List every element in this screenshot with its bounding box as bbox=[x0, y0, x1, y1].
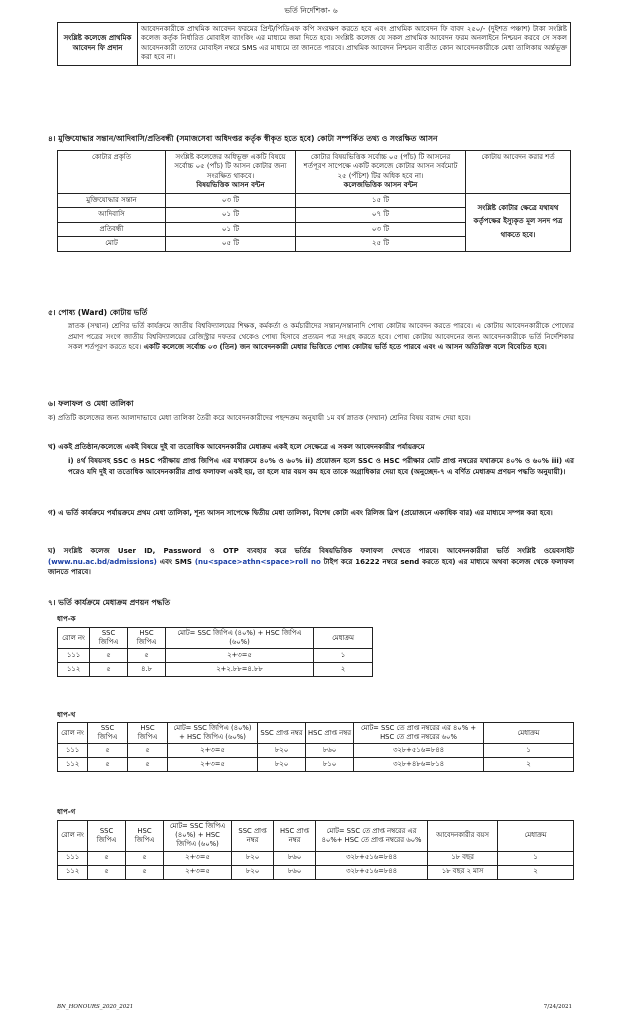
header-cell: SSC জিপিএ bbox=[88, 723, 128, 744]
section-6-title: ৬। ফলাফল ও মেধা তালিকা bbox=[48, 399, 134, 408]
fee-label: সংশ্লিষ্ট কলেজে প্রাথমিক আবেদন ফি প্রদান bbox=[58, 23, 138, 66]
table-cell: ৫ bbox=[128, 758, 168, 772]
table-cell: ২+৩=৫ bbox=[164, 865, 232, 879]
header-cell: মোট= SSC তে প্রাপ্ত নম্বরের এর ৪০% + HSC তে প্রাপ্ত নম্বরের ৬০% bbox=[354, 723, 484, 744]
step-c-label: ধাপ-গ bbox=[57, 808, 76, 816]
table-cell: ৮৬০ bbox=[274, 865, 316, 879]
section-4-title: ৪। মুক্তিযোদ্ধার সন্তান/আদিবাসি/প্রতিবন্ধী (সমাজসেবা অধিদপ্তর কর্তৃক স্বীকৃত হতে হবে) কোটা সম্পর্কিত তথ্য ও সংরক্ষিত আসন bbox=[48, 134, 438, 143]
section-5-paragraph bbox=[68, 321, 574, 353]
table-cell: ৫ bbox=[90, 649, 128, 663]
table-cell: ১১২ bbox=[58, 865, 88, 879]
section-7-title: ৭। ভর্তি কার্যক্রমে মেধাক্রম প্রণয়ন পদ্ধতি bbox=[48, 598, 171, 607]
header-cell: আবেদনকারীর বয়স bbox=[428, 821, 498, 852]
header-cell: SSC জিপিএ bbox=[90, 628, 128, 649]
table-cell: ৪.৮ bbox=[128, 663, 166, 677]
section-6-b-intro: খ) একই প্রতিষ্ঠান/কলেজে একই বিষয়ে দুই বা ততোধিক আবেদনকারীর মেধাক্রম একই হলে সেক্ষেত্রে এ সকল আবেদনকারীর পর্যায়ক্রমে bbox=[48, 443, 425, 451]
table-cell: ১১২ bbox=[58, 758, 88, 772]
table-cell: ৮১০ bbox=[306, 758, 354, 772]
header-cell: SSC জিপিএ bbox=[88, 821, 126, 852]
table-cell: ৮২০ bbox=[258, 744, 306, 758]
table-cell: ৫ bbox=[88, 851, 126, 865]
table-cell: ৮২০ bbox=[232, 865, 274, 879]
table-cell: ১১১ bbox=[58, 851, 88, 865]
table-cell: ১৮ বছর bbox=[428, 851, 498, 865]
table-cell: ২+৩=৫ bbox=[166, 649, 314, 663]
table-cell: ৮২০ bbox=[232, 851, 274, 865]
quota-header-subject-sub: বিষয়ভিত্তিক আসন বন্টন bbox=[196, 181, 265, 190]
quota-college-cell: ২৫ টি bbox=[296, 237, 466, 251]
section-6-b-detail: i) ৪র্থ বিষয়সহ SSC ও HSC পরীক্ষায় প্রাপ্ত জিপিএ এর যথাক্রমে ৪০% ও ৬০% ii) প্রয়োজন হলে SSC ও HSC পরীক্ষার মোট প্রাপ্ত নম্বরের যথাক্রমে ৪০% ও ৬০% iii) এর পরেও যদি দুই বা ততোধিক আবেদনকারীর প্রাপ্ত ফলাফল একই হয়, তা হলে যার বয়স কম হবে তাকে অগ্রাধিকার দেয়া হবে (অনুচ্ছেদ-৭ এ বর্ণিত মেধাক্রম প্রণয়ন পদ্ধতি অনুযায়ী)। bbox=[68, 457, 574, 476]
quota-type-cell: প্রতিবন্ধী bbox=[58, 222, 166, 236]
table-row bbox=[58, 851, 574, 865]
table-cell: ৩২৮+৫১৬=৮৪৪ bbox=[316, 851, 428, 865]
quota-college-cell: ০৩ টি bbox=[296, 222, 466, 236]
quota-college-cell: ১৫ টি bbox=[296, 193, 466, 207]
table-cell: ২ bbox=[314, 663, 373, 677]
table-cell: ৫ bbox=[126, 865, 164, 879]
table-row bbox=[58, 758, 574, 772]
header-cell: SSC প্রাপ্ত নম্বর bbox=[258, 723, 306, 744]
table-cell: ৩২৮+৫১৬=৮৪৪ bbox=[316, 865, 428, 879]
section-5-text-bold: একটি কলেজে সর্বোচ্চ ০৩ (তিন) জন আবেদনকারী মেধার ভিত্তিতে পোষ্য কোটায় ভর্তি হতে পারবে এবং এ আসন অতিরিক্ত বলে বিবেচিত হবে। bbox=[143, 343, 547, 351]
table-cell: ৫ bbox=[88, 758, 128, 772]
table-row bbox=[58, 628, 373, 649]
table-cell: ৫ bbox=[126, 851, 164, 865]
table-cell: ২+২.৮৮=৪.৮৮ bbox=[166, 663, 314, 677]
table-cell: ৫ bbox=[128, 649, 166, 663]
header-cell: মেধাক্রম bbox=[498, 821, 574, 852]
table-cell: ৮২০ bbox=[258, 758, 306, 772]
step-b-table bbox=[57, 722, 574, 772]
quota-header-subject-text: সংশ্লিষ্ট কলেজের অধিভূক্ত একটি বিষয়ে সর্বোচ্চ ০৫ (পাঁচ) টি আসন কোটার জন্য সংরক্ষিত থাকবে। bbox=[174, 153, 287, 180]
table-cell: ৫ bbox=[88, 744, 128, 758]
section-6-d-text3: টাইপ করে 16222 নম্বরে send করতে হবে) এর মাধ্যমে অথবা কলেজ থেকে ফলাফল জানতে পারবে। bbox=[48, 557, 574, 576]
table-cell: ১১২ bbox=[58, 663, 90, 677]
step-a-label: ধাপ-ক bbox=[57, 615, 76, 623]
header-cell: মোট= SSC জিপিএ (৪০%) + HSC জিপিএ (৬০%) bbox=[164, 821, 232, 852]
table-row bbox=[58, 663, 373, 677]
quota-type-cell: মোট bbox=[58, 237, 166, 251]
table-cell: ৮৬০ bbox=[306, 744, 354, 758]
table-row bbox=[58, 23, 571, 66]
admission-website-link[interactable]: (www.nu.ac.bd/admissions) bbox=[48, 557, 157, 566]
footer-date: 7/24/2021 bbox=[543, 1004, 572, 1010]
table-cell: ২+৩=৫ bbox=[168, 758, 258, 772]
section-6-c: গ) এ ভর্তি কার্যক্রমে পর্যায়ক্রমে প্রথম মেধা তালিকা, শূন্য আসন সাপেক্ষে দ্বিতীয় মেধা তালিকা, বিশেষ কোটা এবং রিলিজ স্লিপ (প্রয়োজনে একাধিক বার) এর মাধ্যমে সম্পন্ন করা হবে। bbox=[48, 509, 553, 517]
quota-header-subject bbox=[166, 151, 296, 194]
header-cell: HSC প্রাপ্ত নম্বর bbox=[274, 821, 316, 852]
header-cell: HSC জিপিএ bbox=[128, 723, 168, 744]
table-cell: ২ bbox=[484, 758, 574, 772]
table-cell: ১৮ বছর ২ মাস bbox=[428, 865, 498, 879]
section-6-d-text2: এবং SMS bbox=[159, 557, 192, 566]
step-c-table bbox=[57, 820, 574, 880]
quota-subject-cell: ০১ টি bbox=[166, 222, 296, 236]
section-5-title: ৫। পোষ্য (Ward) কোটায় ভর্তি bbox=[48, 308, 148, 317]
table-cell: ৮৬০ bbox=[274, 851, 316, 865]
table-cell: ১ bbox=[314, 649, 373, 663]
header-cell: মোট= SSC তে প্রাপ্ত নম্বরের এর ৪০%+ HSC তে প্রাপ্ত নম্বরের ৬০% bbox=[316, 821, 428, 852]
quota-header-college bbox=[296, 151, 466, 194]
quota-table bbox=[57, 150, 571, 252]
section-5-text: স্নাতক (সম্মান) শ্রেণির ভর্তি কার্যক্রমে জাতীয় বিশ্ববিদ্যালয়ের শিক্ষক, কর্মকর্তা ও কর্মচারীদের সন্তান/সন্তানাদি পোষ্য কোটায় আবেদন করতে পারবে। এ কোটায় আবেদনকারীকে পোষ্যের প্রমাণ পত্রের সংগে জাতীয় বিশ্ববিদ্যালয়ের রেজিস্ট্রার দফতর থেকেও পোষ্য হিসাবে প্রত্যয়ন পত্র সংগ্রহ করতে হবে। পোষ্য কোটায় আবেদনের জন্য আবেদনকারীকে ভর্তি নির্দেশিকার সকল শর্তপূরণ করতে হবে। bbox=[68, 322, 574, 351]
table-row bbox=[58, 744, 574, 758]
fee-text: আবেদনকারীকে প্রাথমিক আবেদন ফরমের প্রিন্ট/পিডিএফ কপি সংরক্ষণ করতে হবে এবং প্রাথমিক আবেদন ফি বাবদ ২৫০/- (দুইশত পঞ্চাশ) টাকা সংশ্লিষ্ট কলেজ কর্তৃক নির্ধারিত মোবাইল ব্যাংকিং এর মাধ্যমে জমা দিতে হবে। সংশ্লিষ্ট কলেজ যে সকল প্রাথমিক আবেদন ফরম অনলাইনে নিশ্চয়ন করবে সে সকল আবেদনকারী তাদের মোবাইল নম্বরে SMS এর মাধ্যমে তা জানতে পারবে। প্রাথমিক আবেদন নিশ্চয়ন ব্যতীত কোন আবেদনকারীকে মেধা তালিকায় অর্ন্তভূক্ত করা হবে না। bbox=[138, 23, 571, 66]
quota-header-college-text: কোটার বিষয়ভিত্তিক সর্বোচ্চ ০৫ (পাঁচ) টি আসনের শর্তপূরণ সাপেক্ষে একটি কলেজে কোটার আসন সর্বমোট ২৫ (পঁচিশ) টির অধিক হবে না। bbox=[303, 153, 458, 180]
quota-college-cell: ০৭ টি bbox=[296, 208, 466, 222]
header-cell: রোল নং bbox=[58, 628, 90, 649]
table-row bbox=[58, 865, 574, 879]
table-row bbox=[58, 649, 373, 663]
table-cell: ১১১ bbox=[58, 744, 88, 758]
footer-document-id: BN_HONOURS_2020_2021 bbox=[57, 1004, 134, 1010]
quota-header-condition: কোটায় আবেদন করার শর্ত bbox=[466, 151, 571, 194]
page-header: ভর্তি নির্দেশিকা- ৬ bbox=[284, 6, 338, 15]
quota-subject-cell: ০৩ টি bbox=[166, 193, 296, 207]
table-row bbox=[58, 193, 571, 207]
quota-header-type: কোটার প্রকৃতি bbox=[58, 151, 166, 194]
quota-type-cell: মুক্তিযোদ্ধার সন্তান bbox=[58, 193, 166, 207]
header-cell: HSC প্রাপ্ত নম্বর bbox=[306, 723, 354, 744]
header-cell: মেধাক্রম bbox=[314, 628, 373, 649]
table-row bbox=[58, 821, 574, 852]
header-cell: মেধাক্রম bbox=[484, 723, 574, 744]
table-cell: ৫ bbox=[88, 865, 126, 879]
header-cell: SSC প্রাপ্ত নম্বর bbox=[232, 821, 274, 852]
quota-condition-cell: সংশ্লিষ্ট কোটার ক্ষেত্রে যথাযথ কর্তৃপক্ষের ইস্যুকৃত মূল সনদ পত্র থাকতে হবে। bbox=[466, 193, 571, 251]
header-cell: HSC জিপিএ bbox=[128, 628, 166, 649]
table-cell: ১ bbox=[484, 744, 574, 758]
header-cell: মোট= SSC জিপিএ (৪০%) + HSC জিপিএ (৬০%) bbox=[166, 628, 314, 649]
table-cell: ৩২৮+৫১৬=৮৪৪ bbox=[354, 744, 484, 758]
header-cell: রোল নং bbox=[58, 821, 88, 852]
sms-format: (nu<space>athn<space>roll no bbox=[194, 557, 321, 566]
table-row bbox=[58, 723, 574, 744]
section-6-a: ক) প্রতিটি কলেজের জন্য আলাদাভাবে মেধা তালিকা তৈরী করে আবেদনকারীদের পছন্দক্রম অনুযায়ী ১ম বর্ষ স্নাতক (সম্মান) শ্রেনির বিষয় বরাদ্দ দেয়া হবে। bbox=[48, 414, 471, 422]
table-cell: ১১১ bbox=[58, 649, 90, 663]
table-cell: ১ bbox=[498, 851, 574, 865]
quota-subject-cell: ০৫ টি bbox=[166, 237, 296, 251]
table-cell: ২ bbox=[498, 865, 574, 879]
step-b-label: ধাপ-খ bbox=[57, 711, 76, 719]
header-cell: মোট= SSC জিপিএ (৪০%) + HSC জিপিএ (৬০%) bbox=[168, 723, 258, 744]
quota-type-cell: আদিবাসি bbox=[58, 208, 166, 222]
table-row bbox=[58, 151, 571, 194]
table-cell: ২+৩=৫ bbox=[164, 851, 232, 865]
step-a-table bbox=[57, 627, 373, 677]
table-cell: ২+৩=৫ bbox=[168, 744, 258, 758]
section-6-d bbox=[48, 546, 574, 578]
table-cell: ৩২৮+৪৮৬=৮১৪ bbox=[354, 758, 484, 772]
fee-table bbox=[57, 22, 571, 66]
table-cell: ৫ bbox=[128, 744, 168, 758]
quota-subject-cell: ০১ টি bbox=[166, 208, 296, 222]
table-cell: ৫ bbox=[90, 663, 128, 677]
header-cell: রোল নং bbox=[58, 723, 88, 744]
section-6-d-text: ঘ) সংশ্লিষ্ট কলেজ User ID, Password ও OTP ব্যবহার করে ভর্তির বিষয়ভিত্তিক ফলাফল দেখতে পারবে। আবেদনকারীরা ভর্তি সংশ্লিষ্ট ওয়েবসাইট bbox=[48, 547, 574, 555]
header-cell: HSC জিপিএ bbox=[126, 821, 164, 852]
quota-header-college-sub: কলেজভিত্তিক আসন বন্টন bbox=[343, 181, 418, 190]
